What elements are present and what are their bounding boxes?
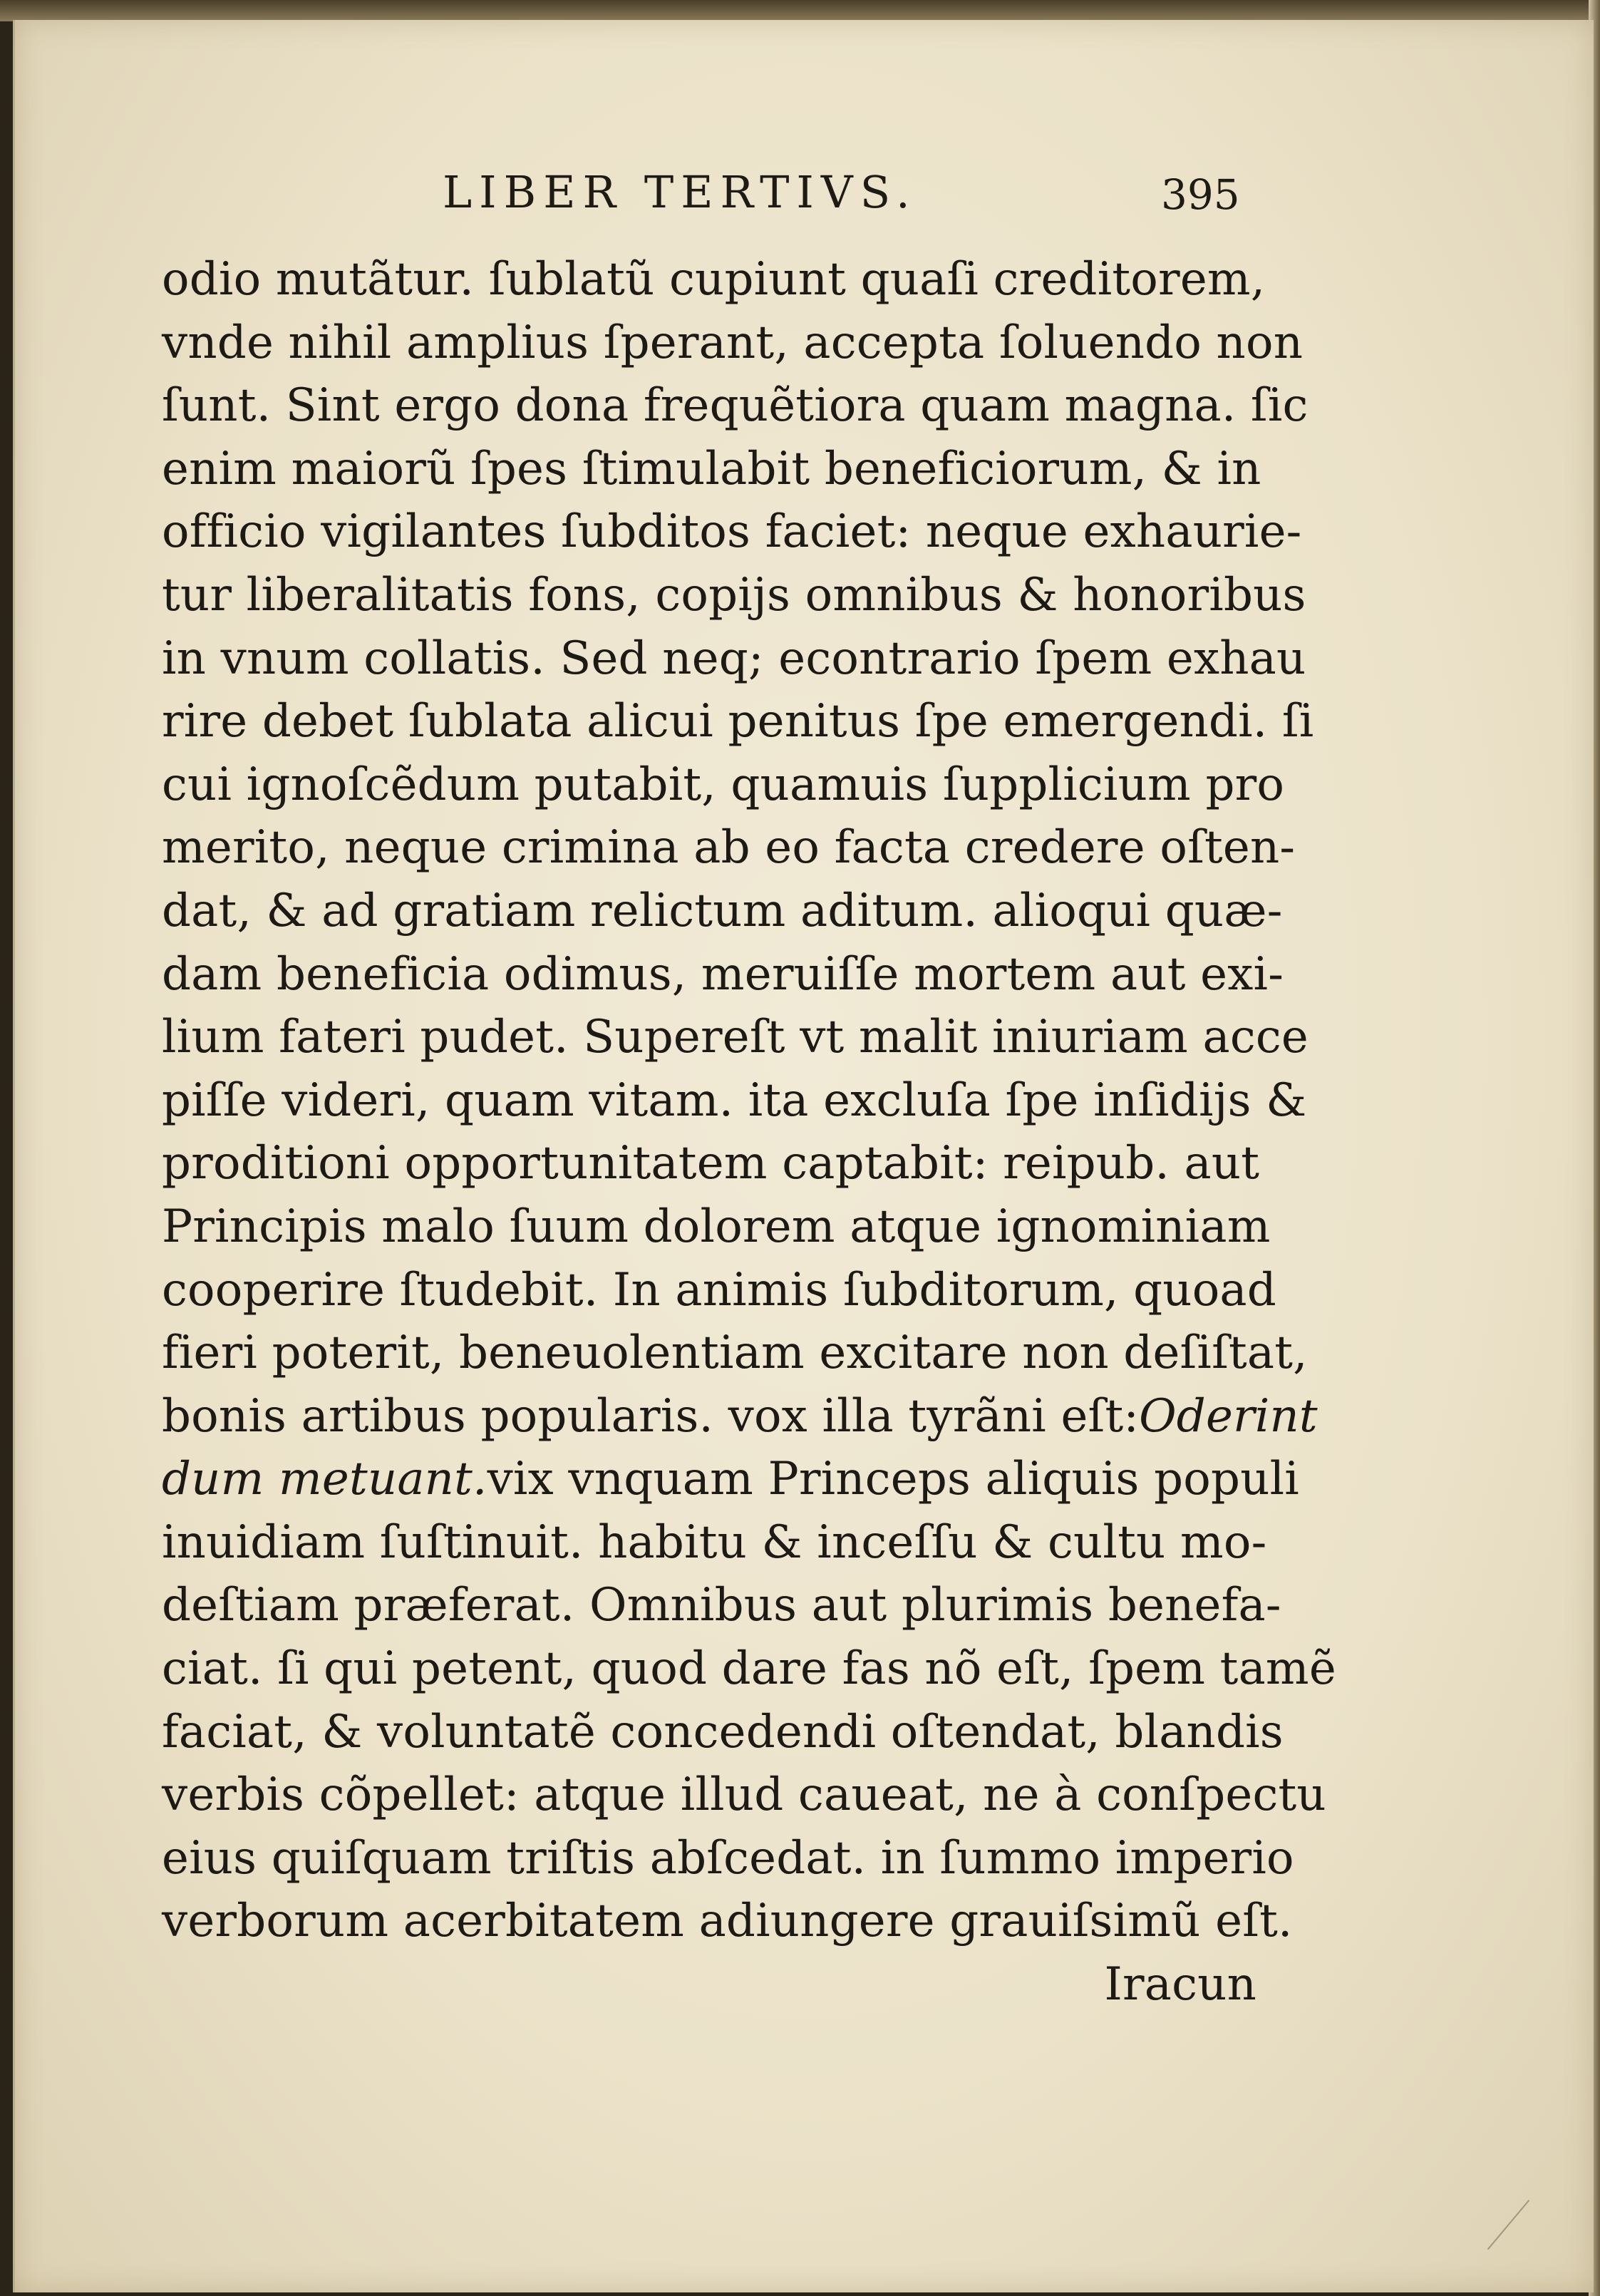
italic-quote: dum metuant. xyxy=(162,1453,487,1506)
text-line: fieri poterit, beneuolentiam excitare non deſiſtat, xyxy=(162,1327,1308,1380)
text-line: verborum acerbitatem adiungere grauiſsimũ eſt. xyxy=(162,1895,1293,1948)
text-line xyxy=(162,1448,1299,1511)
text-line xyxy=(162,1385,1318,1448)
running-title: LIBER TERTIVS. xyxy=(443,166,917,218)
text-line: eius quiſquam triſtis abſcedat. in ſummo imperio xyxy=(162,1831,1294,1885)
text-line: inuidiam ſuſtinuit. habitu & inceſſu & cultu mo- xyxy=(162,1515,1267,1569)
text-line: dat, & ad gratiam relictum aditum. alioqui quæ- xyxy=(162,884,1283,937)
text-line: tur liberalitatis fons, copijs omnibus & honoribus xyxy=(162,568,1306,622)
page-number: 395 xyxy=(1161,170,1240,219)
text-line: enim maiorũ ſpes ſtimulabit beneficiorum, & in xyxy=(162,442,1261,495)
text-line: piſſe videri, quam vitam. ita excluſa ſpe inſidijs & xyxy=(162,1074,1307,1127)
page-corner-mark xyxy=(1487,2200,1579,2291)
text-line: verbis cõpellet: atque illud caueat, ne à conſpectu xyxy=(162,1769,1326,1822)
text-line: Principis malo ſuum dolorem atque ignominiam xyxy=(162,1200,1271,1253)
catchword: Iracun xyxy=(1104,1958,1256,2012)
text-line: rire debet ſublata alicui penitus ſpe emergendi. ſi xyxy=(162,695,1314,748)
text-line: ſunt. Sint ergo dona frequẽtiora quam magna. ſic xyxy=(162,379,1309,433)
text-line-roman: vix vnquam Princeps aliquis populi xyxy=(487,1453,1299,1506)
running-head xyxy=(15,166,1594,223)
text-line: in vnum collatis. Sed neq; econtrario ſpem exhau xyxy=(162,632,1306,685)
book-page xyxy=(13,20,1594,2292)
italic-quote: Oderint xyxy=(1139,1389,1318,1443)
text-line-roman: bonis artibus popularis. vox illa tyrãni eſt: xyxy=(162,1389,1140,1443)
text-block xyxy=(162,248,1336,2017)
text-line: merito, neque crimina ab eo facta credere oſten- xyxy=(162,821,1296,875)
text-line: cooperire ſtudebit. In animis ſubditorum, quoad xyxy=(162,1263,1276,1317)
text-line: officio vigilantes ſubditos faciet: neque exhaurie- xyxy=(162,505,1302,559)
text-line: cui ignoſcẽdum putabit, quamuis ſupplicium pro xyxy=(162,758,1285,811)
text-line: ciat. ſi qui petent, quod dare fas nõ eſt, ſpem tamẽ xyxy=(162,1642,1336,1696)
book-edge-top xyxy=(0,0,1600,21)
text-line: odio mutãtur. ſublatũ cupiunt quaſi creditorem, xyxy=(162,253,1266,306)
text-line: lium fateri pudet. Supereſt vt malit iniuriam acce xyxy=(162,1011,1309,1064)
text-line: proditioni opportunitatem captabit: reipub. aut xyxy=(162,1137,1260,1190)
text-line: vnde nihil amplius ſperant, accepta ſoluendo non xyxy=(162,316,1304,369)
text-line: faciat, & voluntatẽ concedendi oſtendat, blandis xyxy=(162,1705,1284,1759)
text-line: dam beneficia odimus, meruiſſe mortem aut exi- xyxy=(162,947,1284,1001)
text-line: deſtiam præferat. Omnibus aut plurimis benefa- xyxy=(162,1579,1281,1632)
